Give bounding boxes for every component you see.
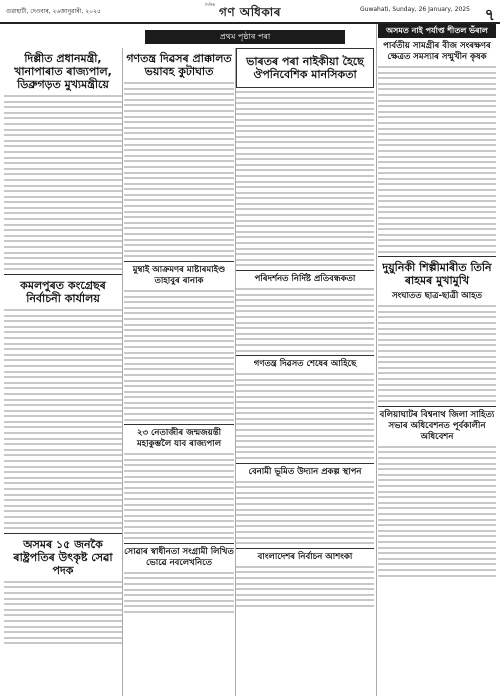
col3-body-5 (236, 566, 374, 607)
section-banner: প্ৰথম পৃষ্ঠাৰ পৰা (145, 30, 345, 44)
col4-body-1 (378, 66, 496, 253)
col1-body-3 (4, 581, 122, 645)
masthead-date-left: গুৱাহাটী, দেওবাৰ, ২৬জানুৱাৰী, ২০২৫ (6, 8, 101, 15)
col4-headline-4: সংঘাতত ছাত্ৰ-ছাত্ৰী আহত (391, 291, 483, 302)
col4-body-3 (378, 446, 496, 577)
masthead-brand: গণ অধিকাৰ (219, 5, 281, 19)
col2-headline-3: ২৩ নেতাজীৰ জন্মজয়ন্তী মহাকুম্ভলৈ যাব ৰাজ্যপাল (136, 428, 222, 450)
col3-lead-box (236, 48, 374, 88)
col3-headline-2: পৰিদৰ্শনত নিৰ্দিষ্ট প্ৰতিবন্ধকতা (254, 274, 356, 284)
col4-headline-3: দুয়ুনিকী শিল্পীমাৰীত তিনি ৰাহমৰ মুখামুখি (382, 261, 492, 288)
col3-headline-1: ভাৰতৰ পৰা নাইকীয়া হৈছে ঔপনিবেশিক মানসিকতা (246, 55, 364, 81)
masthead-date-right: Guwahati, Sunday, 26 January, 2025 (360, 6, 470, 13)
masthead-brand-small: দৈনিক (205, 2, 216, 7)
col3-headline-4: বেনামী ভূমিত উদ্যান প্ৰকল্প স্থাপন (248, 466, 362, 477)
col1-headline-1: দিল্লীত প্ৰধানমন্ত্ৰী, খানাপাৰাত ৰাজ্যপাল, ডিব্ৰুগড়ত মুখ্যমন্ত্ৰীয়ে (14, 52, 112, 91)
page-number: ৭ (484, 5, 495, 24)
col2-body-2 (124, 290, 234, 421)
col4-top-banner (378, 24, 496, 38)
col1-body-1 (4, 95, 122, 270)
col1-headline-3: অসমৰ ১৫ জনকৈ ৰাষ্ট্ৰপতিৰ উৎকৃষ্ট সেৱা পদক (13, 537, 113, 577)
col1-body-2 (4, 309, 122, 529)
col4-headline-2: পাৰ্বতীয় সামগ্ৰীৰ বীজ সংৰক্ষণৰ ক্ষেত্ৰত সমস্যাৰ সন্মুখীন কৃষক (383, 41, 491, 62)
col4-body-2 (378, 305, 496, 402)
col2-headline-2: মুম্বাই আক্ৰমণৰ মাষ্টাৰমাইণ্ড তাহাবুৰ ৰানাক (132, 265, 226, 286)
col4-headline-5: বলিয়াঘাটৰ বিশ্বনাথ জিলা সাহিত্য সভাৰ অধিবেশনত পূৰ্বকালীন অধিবেশন (379, 409, 495, 442)
col4-headline-1: অসমত নাই পৰ্যাপ্ত শীতল ভঁৰাল (386, 26, 488, 35)
col3-body-1 (236, 91, 374, 266)
col2-body-1 (124, 82, 234, 257)
column-3 (236, 48, 374, 696)
masthead-logo (205, 2, 295, 18)
col3-body-4 (236, 481, 374, 545)
column-1 (4, 48, 122, 696)
col2-headline-1: গণতন্ত্ৰ দিৱসৰ প্ৰাক্কালত ভয়াবহ কুটাঘাত (126, 52, 232, 78)
col2-body-4 (124, 572, 234, 613)
col1-headline-2: কমলপুৰত কংগ্ৰেছৰ নিৰ্বাচনী কাৰ্যালয় (20, 279, 106, 305)
col2-headline-4: সোৱাৰ স্বাধীনতা সংগ্ৰামী লিখিত ভোৱে নবলেখনিতে (124, 546, 234, 568)
col3-headline-5: বাংলাদেশৰ নিৰ্বাচন আশংকা (257, 551, 353, 562)
masthead (0, 0, 500, 24)
column-4 (378, 24, 496, 696)
col2-body-3 (124, 453, 234, 539)
col3-body-2 (236, 288, 374, 352)
col3-headline-3: গণতন্ত্ৰ দিৱসত শেষেৰ আহিছে (253, 359, 357, 370)
col3-body-3 (236, 373, 374, 459)
column-2 (124, 48, 234, 696)
